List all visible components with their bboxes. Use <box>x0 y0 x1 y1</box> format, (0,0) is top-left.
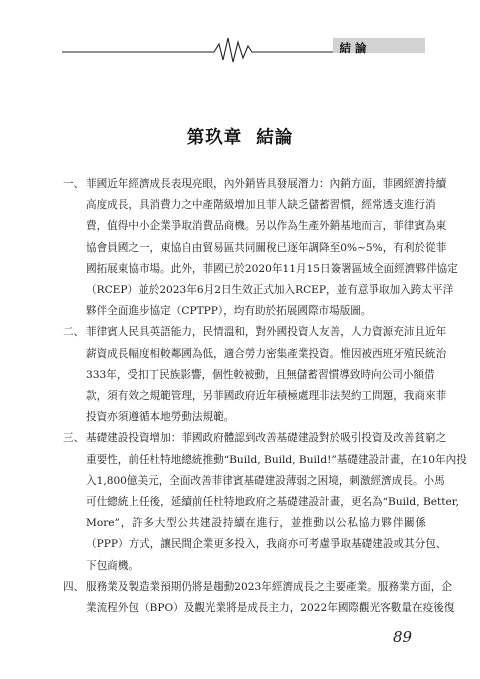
text-line: 服務業及製造業預期仍將是趨動2023年經濟成長之主要產業。服務業方面，企 <box>86 580 452 593</box>
text-line: 薪資成長幅度相較鄰國為低，適合勞力密集產業投資。惟因被西班牙殖民統治 <box>86 347 447 360</box>
paragraph-number: 二、 <box>63 326 85 339</box>
header-section-label: 結論 <box>339 41 371 55</box>
text-line: （PPP）方式，讓民間企業更多投入，我商亦可考慮爭取基礎建設或其分包、 <box>86 538 447 551</box>
text-line: 協會員國之一，東協自由貿易區共同關稅已逐年調降至0%~5%，有利於從菲 <box>86 241 447 254</box>
text-line: 333年，受扣丁民族影響，個性較被動，且無儲蓄習慣導致時向公司小額借 <box>86 368 435 381</box>
text-line: 高度成長，具消費力之中產階級增加且菲人缺乏儲蓄習慣，經常透支進行消 <box>86 199 436 212</box>
header-line-heartbeat-icon <box>0 0 480 70</box>
page-number: 89 <box>393 628 413 646</box>
paragraph-number: 三、 <box>63 432 85 445</box>
text-line: 入1,800億美元，全面改善菲律賓基礎建設薄弱之困境，刺激經濟成長。小馬 <box>86 474 445 487</box>
text-line: 重要性，前任杜特地總統推動“Build, Build, Build!”基礎建設計畫，在10年內投 <box>86 453 467 466</box>
text-line: 下包商機。 <box>86 559 139 572</box>
chapter-number: 第玖章 <box>186 128 243 148</box>
paragraph-2 <box>63 322 447 428</box>
text-line: 投資亦須遵循本地勞動法規範。 <box>86 411 235 424</box>
paragraph-3 <box>63 428 467 576</box>
text-line: More”，許多大型公共建設持續在進行，並推動以公私協力夥伴關係 <box>86 517 426 530</box>
paragraph-4 <box>63 577 455 619</box>
text-line: 夥伴全面進步協定（CPTPP），均有助於拓展國際市場版圖。 <box>86 305 372 318</box>
chapter-title <box>0 124 480 149</box>
text-line: 款，須有效之規範管理，另菲國政府近年積極處理非法契約工問題，我商來菲 <box>86 390 447 403</box>
text-line: 菲國近年經濟成長表現亮眼，內外銷皆具發展潛力：內銷方面，菲國經濟持續 <box>86 178 447 190</box>
paragraph-1 <box>63 174 458 322</box>
chapter-name: 結論 <box>256 128 294 148</box>
body-text <box>63 174 467 619</box>
text-line: 國拓展東協市場。此外，菲國已於2020年11月15日簽署區域全面經濟夥伴協定 <box>86 262 458 275</box>
paragraph-number: 一、 <box>63 178 85 190</box>
text-line: 菲律賓人民具英語能力，民情溫和，對外國投資人友善，人力資源充沛且近年 <box>86 326 447 339</box>
text-line: 可仕總統上任後，延續前任杜特地政府之基礎建設計畫，更名為“Build, Better, <box>86 496 460 509</box>
text-line: 費，值得中小企業爭取消費品商機。另以作為生產外銷基地而言，菲律賓為東 <box>86 220 447 233</box>
text-line: 基礎建設投資增加：菲國政府體認到改善基礎建設對於吸引投資及改善貧窮之 <box>86 432 447 445</box>
paragraph-number: 四、 <box>63 580 85 593</box>
text-line: （RCEP）並於2023年6月2日生效正式加入RCEP，並有意爭取加入跨太平洋 <box>86 284 454 297</box>
text-line: 業流程外包（BPO）及觀光業將是成長主力，2022年國際觀光客數量在疫後復 <box>86 602 455 615</box>
running-header <box>0 0 480 70</box>
